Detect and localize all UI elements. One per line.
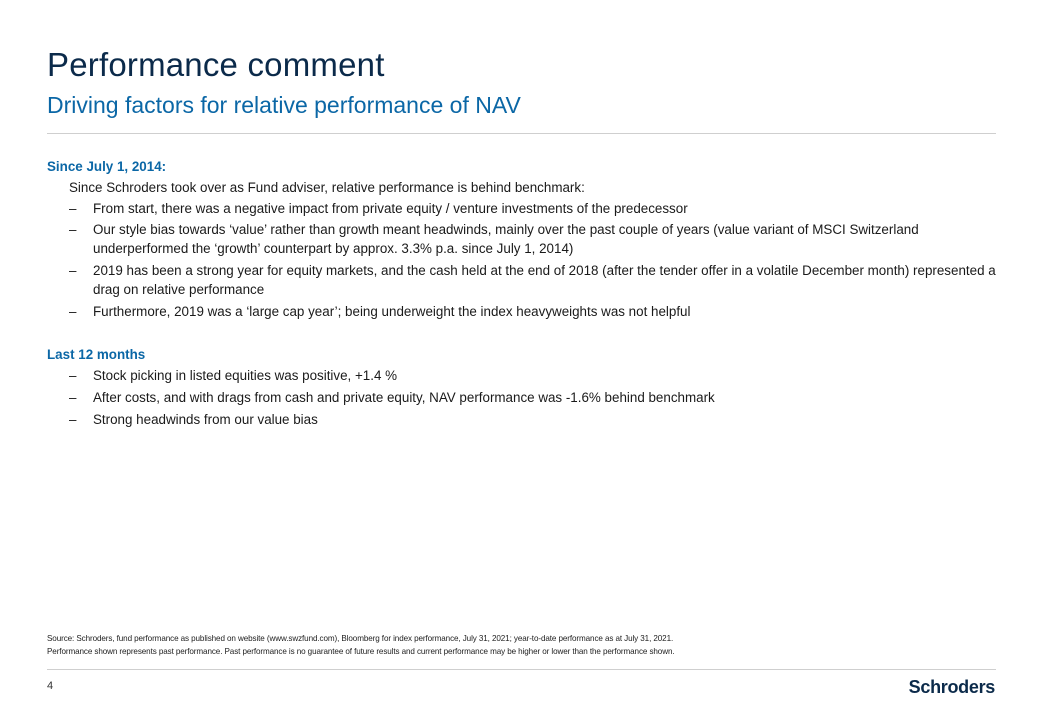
list-item <box>47 411 997 430</box>
page-number: 4 <box>47 680 54 692</box>
section-heading-last-12-months: Last 12 months <box>47 347 146 363</box>
source-note <box>47 633 675 658</box>
dash-bullet-icon: – <box>69 389 77 405</box>
section-spacer <box>47 324 997 346</box>
list-item <box>47 200 997 219</box>
list-item <box>47 389 997 408</box>
bullet-list-since-2014 <box>47 200 997 322</box>
schroders-logo: Schroders <box>908 677 995 697</box>
list-item <box>47 262 997 300</box>
dash-bullet-icon: – <box>69 303 77 319</box>
footer-divider <box>47 669 996 670</box>
dash-bullet-icon: – <box>69 262 77 278</box>
header-divider <box>47 133 996 134</box>
content-body <box>47 158 997 433</box>
dash-bullet-icon: – <box>69 200 77 216</box>
list-item <box>47 303 997 322</box>
source-line: Source: Schroders, fund performance as published on website (www.swzfund.com), Bloomberg for index performance, July 31, 2021; year-to-date performance as at July 31, 2021. <box>47 634 674 643</box>
page-subtitle: Driving factors for relative performance of NAV <box>47 92 521 118</box>
list-item-text: Strong headwinds from our value bias <box>93 411 318 427</box>
section-intro: Since Schroders took over as Fund adviser, relative performance is behind benchmark: <box>69 179 585 195</box>
section-heading-since-2014: Since July 1, 2014: <box>47 159 167 174</box>
list-item-text: 2019 has been a strong year for equity markets, and the cash held at the end of 2018 (after the tender offer in a volatile December month) represented a drag on relative performance <box>93 262 996 297</box>
list-item-text: After costs, and with drags from cash and private equity, NAV performance was -1.6% behind benchmark <box>93 389 715 405</box>
dash-bullet-icon: – <box>69 411 77 427</box>
page-title: Performance comment <box>47 46 385 83</box>
list-item <box>47 221 997 259</box>
list-item-text: Furthermore, 2019 was a ‘large cap year’; being underweight the index heavyweights was not helpful <box>93 303 691 319</box>
list-item <box>47 367 997 386</box>
list-item-text: Stock picking in listed equities was positive, +1.4 % <box>93 368 398 384</box>
dash-bullet-icon: – <box>69 222 77 238</box>
list-item-text: From start, there was a negative impact from private equity / venture investments of the predecessor <box>93 200 688 216</box>
disclaimer-line: Performance shown represents past performance. Past performance is no guarantee of future results and current performance may be higher or lower than the performance shown. <box>47 646 675 656</box>
dash-bullet-icon: – <box>69 368 77 384</box>
bullet-list-last-12-months <box>47 367 997 429</box>
list-item-text: Our style bias towards ‘value’ rather than growth meant headwinds, mainly over the past couple of years (value variant of MSCI Switzerland underperformed the ‘growth’ counterpart by approx. 3.3% p.a. since July 1, 2014) <box>93 222 919 257</box>
